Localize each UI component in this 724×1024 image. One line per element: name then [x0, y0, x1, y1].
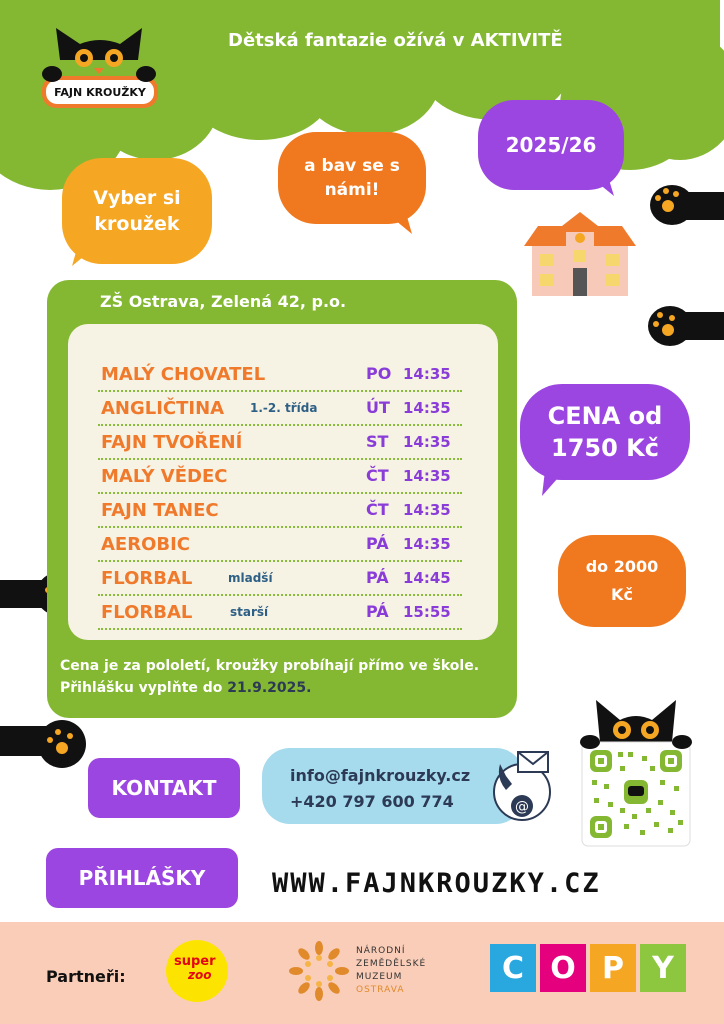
copy-letter-c: C — [490, 944, 536, 992]
schedule-row — [98, 390, 462, 426]
museum-text4: OSTRAVA — [356, 985, 405, 995]
superzoo-logo-text2: zoo — [188, 968, 212, 982]
course-name: ANGLIČTINA — [101, 398, 225, 419]
bubble-choose-text: Vyber si kroužek — [93, 187, 181, 235]
course-day: PO — [366, 364, 392, 383]
deadline-date: 21.9.2025. — [227, 680, 312, 696]
bubble-price-tail — [538, 462, 578, 498]
course-day: PÁ — [366, 568, 389, 587]
cat-paw-icon — [0, 712, 90, 774]
copy-letter-o: O — [540, 944, 586, 992]
bubble-year-text: 2025/26 — [505, 133, 597, 157]
course-day: ČT — [366, 466, 389, 485]
schedule-row — [98, 560, 462, 596]
contact-button[interactable]: KONTAKT — [88, 758, 240, 818]
course-day: ČT — [366, 500, 389, 519]
deadline-label: Přihlášku vyplňte do — [60, 680, 228, 696]
cat-paw-icon — [648, 180, 724, 230]
course-note: 1.-2. třída — [250, 401, 318, 415]
museum-text1: NÁRODNÍ — [356, 946, 406, 956]
price-info — [60, 655, 479, 699]
course-name: FLORBAL — [101, 602, 193, 623]
museum-text2: ZEMĚDĚLSKÉ — [356, 959, 427, 969]
course-time: 14:35 — [403, 433, 451, 451]
price-info-line2 — [60, 677, 479, 699]
course-name: AEROBIC — [101, 534, 191, 555]
course-time: 14:35 — [403, 365, 451, 383]
phone-mail-icon — [490, 748, 552, 824]
school-building-icon — [524, 210, 636, 296]
bubble-fun-text: a bav se s námi! — [304, 156, 400, 200]
schedule-row — [98, 458, 462, 494]
copy-letter-p: P — [590, 944, 636, 992]
svg-text:@: @ — [515, 799, 529, 815]
partners-label: Partneři: — [46, 967, 126, 986]
superzoo-logo-text1: super — [174, 954, 216, 969]
course-time: 14:35 — [403, 535, 451, 553]
course-time: 14:35 — [403, 467, 451, 485]
course-time: 14:45 — [403, 569, 451, 587]
logo-text: FAJN KROUŽKY — [54, 86, 146, 99]
course-name: MALÝ VĚDEC — [101, 466, 228, 487]
bubble-year-tail — [582, 170, 622, 200]
contact-email[interactable]: info@fajnkrouzky.cz — [290, 766, 471, 785]
wheat-wreath-icon — [288, 940, 350, 1002]
course-time: 15:55 — [403, 603, 451, 621]
qr-code[interactable] — [580, 690, 692, 848]
bubble-price-text: CENA od 1750 Kč — [547, 402, 663, 462]
course-day: PÁ — [366, 602, 389, 621]
course-note: mladší — [228, 571, 273, 585]
schedule-row — [98, 526, 462, 562]
course-name: FAJN TANEC — [101, 500, 219, 521]
schedule-row — [98, 594, 462, 630]
qr-code-icon — [580, 690, 692, 848]
copy-letter-y: Y — [640, 944, 686, 992]
museum-logo[interactable] — [288, 940, 438, 1004]
contact-box — [262, 748, 524, 824]
price-info-line1: Cena je za pololetí, kroužky probíhají přímo ve škole. — [60, 658, 480, 674]
bubble-price-max-text: do 2000 Kč — [585, 557, 659, 604]
logo[interactable] — [38, 22, 162, 114]
schedule-table — [68, 324, 498, 640]
bubble-fun-tail — [378, 206, 418, 236]
signup-button[interactable]: PŘIHLÁŠKY — [46, 848, 238, 908]
headline: Dětská fantazie ožívá v AKTIVITĚ — [228, 30, 563, 51]
superzoo-logo[interactable] — [166, 940, 228, 1002]
course-day: PÁ — [366, 534, 389, 553]
course-name: MALÝ CHOVATEL — [101, 364, 266, 385]
partners-footer — [0, 922, 724, 1024]
website-link[interactable]: WWW.FAJNKROUZKY.CZ — [272, 868, 601, 899]
schedule-row — [98, 492, 462, 528]
cat-paw-icon — [646, 300, 724, 350]
schedule-row — [98, 424, 462, 460]
course-time: 14:35 — [403, 399, 451, 417]
course-note: starší — [230, 605, 269, 619]
cat-logo-icon — [38, 22, 162, 114]
course-day: ST — [366, 432, 389, 451]
copy-logo[interactable] — [490, 944, 686, 996]
course-time: 14:35 — [403, 501, 451, 519]
school-name: ZŠ Ostrava, Zelená 42, p.o. — [100, 292, 347, 311]
course-name: FLORBAL — [101, 568, 193, 589]
bubble-choose-tail — [70, 238, 110, 268]
course-name: FAJN TVOŘENÍ — [101, 432, 243, 453]
contact-phone[interactable]: +420 797 600 774 — [290, 792, 454, 811]
course-day: ÚT — [366, 398, 390, 417]
schedule-row — [98, 356, 462, 392]
bubble-price-max — [558, 535, 686, 627]
museum-text3: MUZEUM — [356, 972, 403, 982]
